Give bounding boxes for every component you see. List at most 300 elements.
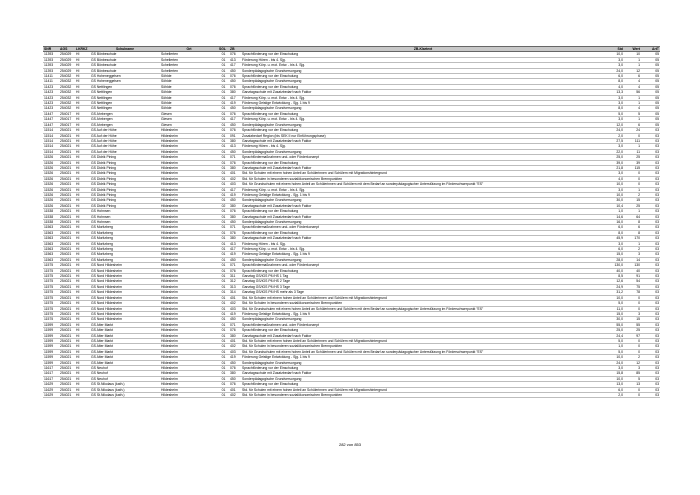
cell-schulname: GS Nord Hildesheim [90, 268, 160, 273]
cell-sgl: 01 [218, 133, 229, 138]
cell-schulname: GS Alter Markt [90, 360, 160, 365]
cell-schulname: GS Nord Hildesheim [90, 263, 160, 268]
cell-schulname: GS Bönbeschule [90, 57, 160, 62]
cell-snr: 11617 [43, 376, 59, 381]
cell-wert: 1 [624, 101, 641, 106]
cell-std: 30,0 [605, 317, 624, 322]
cell-zb-klartext: Zusatzbedarf Region (bis SEK II nur Einführungsphase) [241, 133, 605, 138]
cell-sgl: 01 [218, 322, 229, 327]
cell-lkrkz: HI [75, 79, 90, 84]
cell-zb-klartext: Ganztag GS/IGS Pfl./HS 3 Tage [241, 284, 605, 289]
cell-wert: 78 [624, 290, 641, 295]
cell-wert: 4 [624, 106, 641, 111]
cell-ags: 254021 [59, 355, 75, 360]
cell-ort: Hildesheim [160, 360, 218, 365]
cell-zb-klartext: Förderung Körp. u. mot. Entw. - bis 4. Sjg. [241, 63, 605, 68]
cell-wert: 25 [624, 328, 641, 333]
cell-artt: 03 [641, 365, 660, 370]
cell-ags: 254021 [59, 393, 75, 398]
cell-snr: 11393 [43, 68, 59, 73]
cell-artt: 03 [641, 144, 660, 149]
cell-zb: 076 [229, 111, 241, 116]
cell-wert: 10 [624, 52, 641, 57]
cell-zb-klartext: Ganztagsschule mit Zusatzbedarf nach Faktor [241, 203, 605, 208]
cell-ags: 254021 [59, 236, 75, 241]
cell-sgl: 01 [218, 263, 229, 268]
cell-sgl: 01 [218, 90, 229, 95]
cell-artt: 05 [641, 52, 660, 57]
cell-ags: 254021 [59, 220, 75, 225]
cell-std: 13,0 [605, 382, 624, 387]
cell-sgl: 01 [218, 74, 229, 79]
cell-zb: 403 [229, 349, 241, 354]
cell-ort: Hildesheim [160, 220, 218, 225]
cell-std: 6,0 [605, 387, 624, 392]
cell-sgl: 01 [218, 301, 229, 306]
cell-snr: 11514 [43, 128, 59, 133]
cell-ags: 254021 [59, 365, 75, 370]
cell-artt: 03 [641, 214, 660, 219]
cell-zb-klartext: Std. für Grundschulen mit einem hohen Anteil an Schülerinnen und Schülern mit dem Bedarf an sonderpädagogischer Unterstützung im Förderschwerpunkt "ES" [241, 182, 605, 187]
cell-sgl: 01 [218, 187, 229, 192]
cell-ags: 254032 [59, 106, 75, 111]
cell-schulname: GS Neuhof [90, 371, 160, 376]
cell-ort: Hildesheim [160, 144, 218, 149]
cell-ort: Hildesheim [160, 252, 218, 257]
cell-schulname: GS Bönbeschule [90, 63, 160, 68]
cell-sgl: 01 [218, 387, 229, 392]
cell-lkrkz: HI [75, 95, 90, 100]
col-header-schulname: Schulname [90, 47, 160, 52]
cell-artt: 03 [641, 165, 660, 170]
cell-lkrkz: HI [75, 241, 90, 246]
col-header-sgl: SGL [218, 47, 229, 52]
cell-schulname: GS Didrik Pining [90, 155, 160, 160]
cell-snr: 11411 [43, 74, 59, 79]
cell-std: 8,0 [605, 106, 624, 111]
cell-artt: 05 [641, 111, 660, 116]
cell-sgl: 01 [218, 349, 229, 354]
cell-snr: 11629 [43, 393, 59, 398]
cell-lkrkz: HI [75, 128, 90, 133]
cell-ort: Hildesheim [160, 355, 218, 360]
cell-wert: 3 [624, 311, 641, 316]
cell-snr: 11599 [43, 360, 59, 365]
cell-ags: 254021 [59, 192, 75, 197]
cell-snr: 11526 [43, 171, 59, 176]
cell-zb-klartext: Sprachfördermaßnahmen und- oder Förderkonzept [241, 225, 605, 230]
cell-zb: 419 [229, 355, 241, 360]
cell-ort: Hildesheim [160, 128, 218, 133]
cell-artt: 03 [641, 393, 660, 398]
cell-sgl: 01 [218, 79, 229, 84]
cell-wert: 25 [624, 203, 641, 208]
cell-wert: 5 [624, 111, 641, 116]
cell-std: 24,0 [605, 128, 624, 133]
cell-snr: 11563 [43, 225, 59, 230]
cell-std: 130,0 [605, 263, 624, 268]
cell-ags: 254021 [59, 225, 75, 230]
cell-zb-klartext: Sonderpädagogische Grundversorgung [241, 149, 605, 154]
cell-ort: Söhlde [160, 79, 218, 84]
cell-wert: 56 [624, 90, 641, 95]
cell-wert: 3 [624, 252, 641, 257]
cell-std: 40,0 [605, 268, 624, 273]
cell-std: 13,3 [605, 90, 624, 95]
cell-std: 10,0 [605, 52, 624, 57]
cell-ort: Hildesheim [160, 393, 218, 398]
cell-snr: 11617 [43, 371, 59, 376]
cell-ort: Hildesheim [160, 284, 218, 289]
cell-ort: Hildesheim [160, 241, 218, 246]
cell-ags: 254021 [59, 349, 75, 354]
cell-zb: 091 [229, 133, 241, 138]
cell-snr: 11575 [43, 301, 59, 306]
cell-zb: 071 [229, 225, 241, 230]
cell-sgl: 01 [218, 225, 229, 230]
cell-artt: 05 [641, 90, 660, 95]
cell-ags: 254021 [59, 187, 75, 192]
cell-artt: 05 [641, 84, 660, 89]
cell-lkrkz: HI [75, 393, 90, 398]
cell-std: 3,0 [605, 241, 624, 246]
cell-zb-klartext: Sonderpädagogische Grundversorgung [241, 198, 605, 203]
cell-zb-klartext: Förderung Hören - bis 4. Sjg. [241, 241, 605, 246]
cell-std: 3,0 [605, 95, 624, 100]
col-header-lkrkz: LKRKZ [75, 47, 90, 52]
cell-std: 15,8 [605, 371, 624, 376]
cell-zb: 402 [229, 301, 241, 306]
cell-zb-klartext: Sonderpädagogische Grundversorgung [241, 317, 605, 322]
cell-lkrkz: HI [75, 84, 90, 89]
cell-schulname: GS Didrik Pining [90, 165, 160, 170]
cell-schulname: GS Didrik Pining [90, 160, 160, 165]
cell-lkrkz: HI [75, 306, 90, 311]
cell-ort: Giesen [160, 117, 218, 122]
cell-ags: 254021 [59, 263, 75, 268]
cell-std: 15,0 [605, 311, 624, 316]
cell-std: 16,0 [605, 220, 624, 225]
cell-sgl: 01 [218, 360, 229, 365]
cell-schulname: GS Nord Hildesheim [90, 301, 160, 306]
cell-std: 3,0 [605, 144, 624, 149]
cell-snr: 11575 [43, 306, 59, 311]
cell-lkrkz: HI [75, 101, 90, 106]
cell-snr: 11599 [43, 333, 59, 338]
cell-ort: Hildesheim [160, 160, 218, 165]
cell-ort: Söhlde [160, 90, 218, 95]
cell-zb-klartext: Std. für Grundschulen mit einem hohen Anteil an Schülerinnen und Schülern mit dem Bedarf an sonderpädagogischer Unterstützung im Förderschwerpunkt "ES" [241, 306, 605, 311]
cell-ort: Hildesheim [160, 247, 218, 252]
cell-std: 24,9 [605, 284, 624, 289]
cell-snr: 11575 [43, 274, 59, 279]
cell-wert: 55 [624, 322, 641, 327]
cell-artt: 03 [641, 338, 660, 343]
cell-std: 5,0 [605, 111, 624, 116]
cell-ags: 254021 [59, 241, 75, 246]
cell-wert: 0 [624, 393, 641, 398]
cell-ort: Hildesheim [160, 165, 218, 170]
cell-ags: 254029 [59, 63, 75, 68]
cell-zb-klartext: Sprachförderung vor der Einschulung [241, 209, 605, 214]
cell-ort: Hildesheim [160, 149, 218, 154]
cell-lkrkz: HI [75, 149, 90, 154]
cell-sgl: 01 [218, 106, 229, 111]
cell-artt: 03 [641, 295, 660, 300]
cell-sgl: 01 [218, 165, 229, 170]
cell-zb: 401 [229, 295, 241, 300]
cell-sgl: 01 [218, 144, 229, 149]
cell-artt: 03 [641, 328, 660, 333]
cell-lkrkz: HI [75, 122, 90, 127]
cell-ags: 254021 [59, 387, 75, 392]
cell-zb: 076 [229, 365, 241, 370]
cell-wert: 0 [624, 171, 641, 176]
cell-zb-klartext: Std. für Schulen mit einem hohen Anteil an Schülerinnen und Schülern mit Migrationshintergrund [241, 338, 605, 343]
cell-snr: 11599 [43, 355, 59, 360]
cell-lkrkz: HI [75, 106, 90, 111]
cell-zb-klartext: Sprachfördermaßnahmen und- oder Förderkonzept [241, 263, 605, 268]
cell-wert: 1 [624, 187, 641, 192]
cell-schulname: GS Neuhof [90, 365, 160, 370]
cell-sgl: 01 [218, 317, 229, 322]
cell-zb: 450 [229, 317, 241, 322]
cell-schulname: GS Alter Markt [90, 338, 160, 343]
cell-zb: 076 [229, 74, 241, 79]
cell-std: 8,5 [605, 274, 624, 279]
cell-wert: 1 [624, 57, 641, 62]
cell-artt: 03 [641, 160, 660, 165]
cell-artt: 03 [641, 247, 660, 252]
cell-artt: 03 [641, 268, 660, 273]
cell-zb: 403 [229, 306, 241, 311]
cell-zb: 413 [229, 57, 241, 62]
cell-schulname: GS Alter Markt [90, 349, 160, 354]
cell-snr: 11563 [43, 236, 59, 241]
cell-lkrkz: HI [75, 274, 90, 279]
cell-std: 25,0 [605, 155, 624, 160]
cell-zb-klartext: Sprachförderung vor der Einschulung [241, 52, 605, 57]
cell-wert: 8 [624, 230, 641, 235]
cell-zb-klartext: Förderung Geistige Entwicklung - Sjg. 1 bis 9 [241, 252, 605, 257]
cell-ort: Hildesheim [160, 263, 218, 268]
cell-zb-klartext: Ganztagsschule mit Zusatzbedarf nach Faktor [241, 165, 605, 170]
cell-lkrkz: HI [75, 57, 90, 62]
cell-zb: 380 [229, 371, 241, 376]
cell-zb-klartext: Förderung Körp. u. mot. Entw. - bis 4. Sjg. [241, 247, 605, 252]
cell-ort: Hildesheim [160, 279, 218, 284]
cell-zb-klartext: Förderung Hören - bis 4. Sjg. [241, 57, 605, 62]
cell-std: 4,0 [605, 176, 624, 181]
cell-wert: 115 [624, 165, 641, 170]
cell-zb-klartext: Ganztag GS/IGS Pfl./HS 1 Tag [241, 274, 605, 279]
cell-std: 30,0 [605, 198, 624, 203]
cell-wert: 64 [624, 214, 641, 219]
cell-wert: 14 [624, 257, 641, 262]
cell-wert: 11 [624, 149, 641, 154]
cell-sgl: 01 [218, 192, 229, 197]
cell-zb: 419 [229, 252, 241, 257]
cell-zb-klartext: Std. für Schulen in besonderen sozialökonomischen Brennpunkten [241, 393, 605, 398]
cell-snr: 11575 [43, 295, 59, 300]
cell-lkrkz: HI [75, 247, 90, 252]
cell-lkrkz: HI [75, 360, 90, 365]
cell-ags: 254021 [59, 333, 75, 338]
cell-zb: 380 [229, 333, 241, 338]
cell-snr: 11411 [43, 79, 59, 84]
cell-wert: 130 [624, 263, 641, 268]
cell-zb-klartext: Sonderpädagogische Grundversorgung [241, 360, 605, 365]
cell-wert: 0 [624, 338, 641, 343]
cell-ags: 254021 [59, 155, 75, 160]
cell-sgl: 01 [218, 328, 229, 333]
cell-ort: Hildesheim [160, 371, 218, 376]
cell-zb: 413 [229, 144, 241, 149]
cell-sgl: 01 [218, 382, 229, 387]
cell-std: 22,0 [605, 149, 624, 154]
cell-ort: Hildesheim [160, 225, 218, 230]
cell-wert: 12 [624, 360, 641, 365]
cell-zb-klartext: Std. für Schulen mit einem hohen Anteil an Schülerinnen und Schülern mit Migrationshintergrund [241, 387, 605, 392]
cell-ort: Schellerten [160, 68, 218, 73]
cell-snr: 11526 [43, 192, 59, 197]
cell-sgl: 01 [218, 68, 229, 73]
cell-sgl: 01 [218, 268, 229, 273]
cell-lkrkz: HI [75, 263, 90, 268]
cell-lkrkz: HI [75, 117, 90, 122]
cell-lkrkz: HI [75, 209, 90, 214]
cell-artt: 03 [641, 133, 660, 138]
cell-ags: 254029 [59, 57, 75, 62]
cell-ags: 254021 [59, 247, 75, 252]
cell-snr: 11575 [43, 279, 59, 284]
cell-ort: Hildesheim [160, 176, 218, 181]
cell-ort: Hildesheim [160, 365, 218, 370]
cell-std: 3,0 [605, 117, 624, 122]
cell-zb: 076 [229, 84, 241, 89]
cell-zb-klartext: Sprachförderung vor der Einschulung [241, 160, 605, 165]
cell-sgl: 01 [218, 295, 229, 300]
cell-zb: 419 [229, 101, 241, 106]
cell-lkrkz: HI [75, 295, 90, 300]
cell-sgl: 01 [218, 122, 229, 127]
cell-lkrkz: HI [75, 220, 90, 225]
cell-lkrkz: HI [75, 322, 90, 327]
cell-std: 3,0 [605, 187, 624, 192]
cell-snr: 11447 [43, 122, 59, 127]
cell-sgl: 01 [218, 95, 229, 100]
cell-artt: 03 [641, 371, 660, 376]
cell-artt: 03 [641, 306, 660, 311]
cell-wert: 1 [624, 241, 641, 246]
cell-lkrkz: HI [75, 52, 90, 57]
cell-zb: 314 [229, 290, 241, 295]
cell-snr: 11423 [43, 106, 59, 111]
cell-schulname: GS Didrik Pining [90, 203, 160, 208]
cell-snr: 11575 [43, 290, 59, 295]
cell-std: 12,6 [605, 279, 624, 284]
cell-std: 1,0 [605, 344, 624, 349]
cell-wert: 0 [624, 133, 641, 138]
cell-zb-klartext: Sprachförderung vor der Einschulung [241, 328, 605, 333]
cell-std: 8,0 [605, 230, 624, 235]
cell-wert: 0 [624, 295, 641, 300]
cell-schulname: GS Hoheneggelsen [90, 79, 160, 84]
cell-zb: 417 [229, 63, 241, 68]
cell-sgl: 01 [218, 214, 229, 219]
cell-ags: 254021 [59, 279, 75, 284]
cell-snr: 11563 [43, 247, 59, 252]
cell-sgl: 02 [218, 203, 229, 208]
cell-sgl: 01 [218, 160, 229, 165]
cell-artt: 03 [641, 333, 660, 338]
cell-ort: Hildesheim [160, 192, 218, 197]
cell-ags: 254021 [59, 209, 75, 214]
cell-schulname: GS Moritzberg [90, 247, 160, 252]
cell-snr: 11599 [43, 349, 59, 354]
cell-zb-klartext: Sonderpädagogische Grundversorgung [241, 376, 605, 381]
cell-zb: 071 [229, 322, 241, 327]
cell-zb: 380 [229, 203, 241, 208]
cell-ags: 254021 [59, 382, 75, 387]
cell-lkrkz: HI [75, 187, 90, 192]
cell-zb: 450 [229, 198, 241, 203]
cell-snr: 11575 [43, 263, 59, 268]
cell-lkrkz: HI [75, 355, 90, 360]
cell-snr: 11575 [43, 311, 59, 316]
cell-zb-klartext: Förderung Körp. u. mot. Entw. - bis 4. Sjg. [241, 117, 605, 122]
cell-sgl: 01 [218, 376, 229, 381]
cell-lkrkz: HI [75, 90, 90, 95]
cell-snr: 11563 [43, 252, 59, 257]
cell-lkrkz: HI [75, 284, 90, 289]
cell-zb: 076 [229, 328, 241, 333]
cell-wert: 1 [624, 117, 641, 122]
cell-snr: 11617 [43, 365, 59, 370]
cell-snr: 11599 [43, 344, 59, 349]
cell-snr: 11526 [43, 198, 59, 203]
cell-sgl: 01 [218, 101, 229, 106]
cell-snr: 11447 [43, 111, 59, 116]
cell-sgl: 01 [218, 230, 229, 235]
cell-std: 55,0 [605, 322, 624, 327]
cell-wert: 2 [624, 192, 641, 197]
cell-lkrkz: HI [75, 290, 90, 295]
cell-schulname: GS Auf der Höhe [90, 144, 160, 149]
cell-std: 24,4 [605, 333, 624, 338]
cell-ags: 254021 [59, 311, 75, 316]
cell-snr: 11423 [43, 101, 59, 106]
cell-lkrkz: HI [75, 365, 90, 370]
cell-artt: 03 [641, 128, 660, 133]
cell-snr: 11526 [43, 165, 59, 170]
cell-schulname: GS Bönbeschule [90, 52, 160, 57]
cell-snr: 11423 [43, 84, 59, 89]
cell-ags: 254021 [59, 138, 75, 143]
cell-wert: 24 [624, 128, 641, 133]
cell-snr: 11629 [43, 387, 59, 392]
cell-zb: 076 [229, 52, 241, 57]
cell-snr: 11563 [43, 241, 59, 246]
cell-snr: 11575 [43, 268, 59, 273]
cell-lkrkz: HI [75, 192, 90, 197]
cell-ort: Schellerten [160, 57, 218, 62]
cell-ags: 254021 [59, 290, 75, 295]
cell-snr: 11538 [43, 220, 59, 225]
cell-zb-klartext: Sprachfördermaßnahmen und- oder Förderkonzept [241, 322, 605, 327]
cell-schulname: GS Nord Hildesheim [90, 295, 160, 300]
cell-ort: Söhlde [160, 84, 218, 89]
